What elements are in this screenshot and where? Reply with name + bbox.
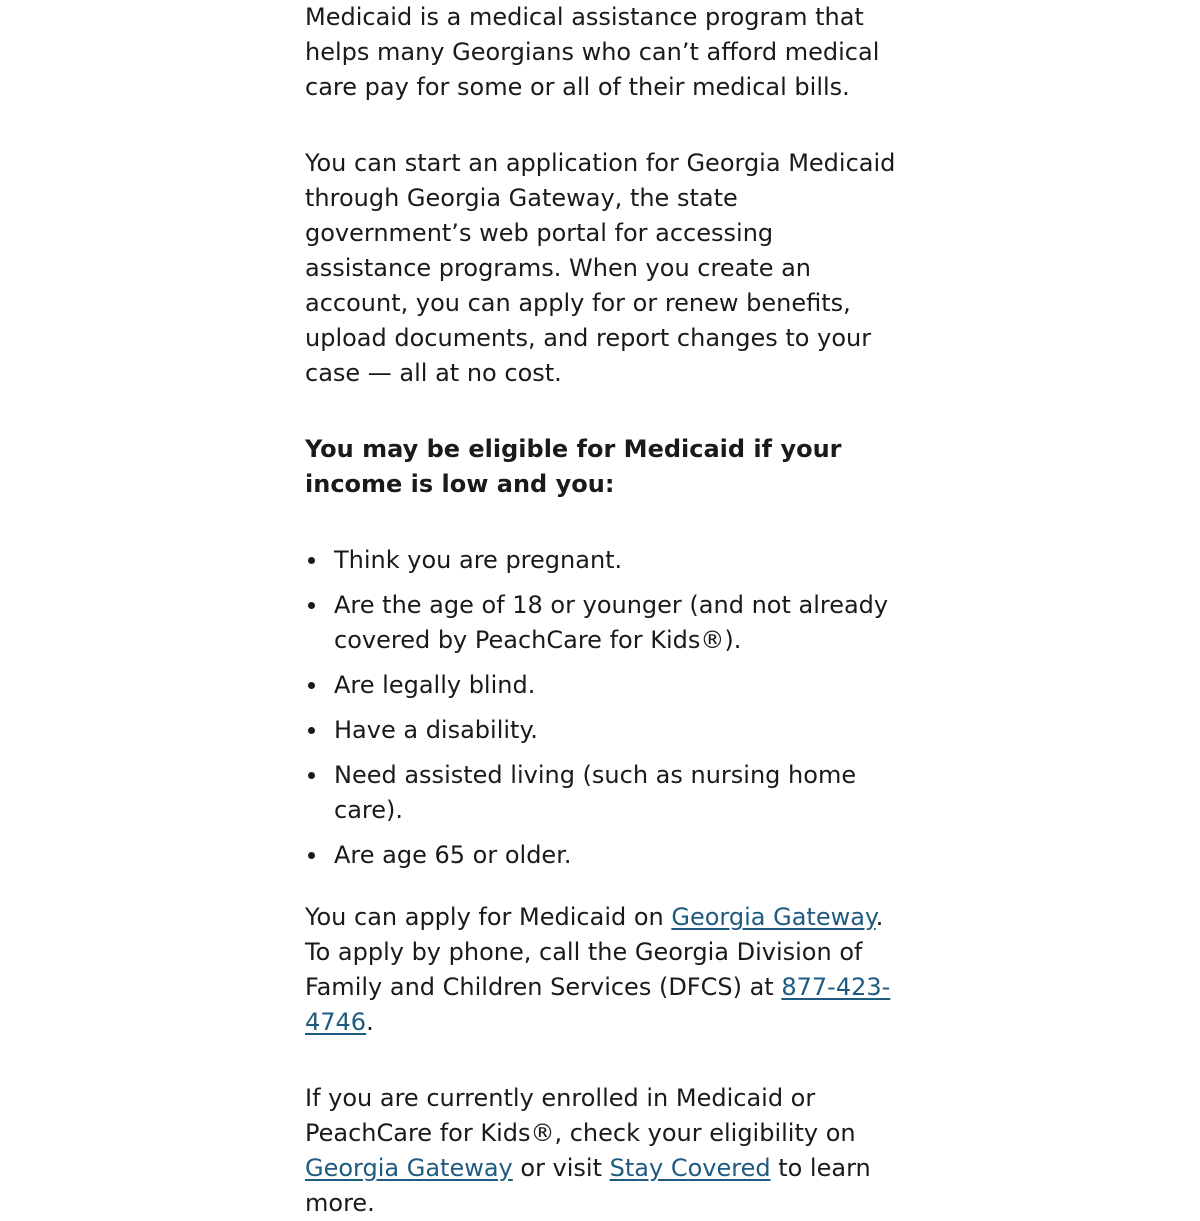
intro-paragraph: Medicaid is a medical assistance program that helps many Georgians who can’t afford medical care pay for some or all of their medical bills. — [305, 3, 880, 101]
bullet-icon — [308, 602, 315, 609]
enrolled-paragraph — [305, 1081, 905, 1221]
georgia-gateway-link-2[interactable]: Georgia Gateway — [305, 1154, 513, 1182]
eligibility-list — [305, 543, 905, 873]
list-item — [305, 588, 905, 658]
list-item-text: Are the age of 18 or younger (and not already covered by PeachCare for Kids®). — [334, 591, 889, 654]
list-item — [305, 758, 905, 828]
eligibility-heading: You may be eligible for Medicaid if your income is low and you: — [305, 435, 842, 498]
bullet-icon — [308, 772, 315, 779]
bullet-icon — [308, 557, 315, 564]
bullet-icon — [308, 852, 315, 859]
list-item — [305, 713, 905, 748]
bullet-icon — [308, 727, 315, 734]
apply-end-text: . — [366, 1008, 374, 1036]
list-item — [305, 838, 905, 873]
list-item — [305, 543, 905, 578]
enrolled-middle-text: or visit — [512, 1154, 610, 1182]
apply-phone-text: . To apply by phone, call the Georgia Division of Family and Children Services (DFCS) at — [305, 903, 884, 1001]
bullet-icon — [308, 682, 315, 689]
enrolled-end-text: to learn more. — [305, 1154, 871, 1217]
list-item — [305, 668, 905, 703]
article-content — [305, 0, 905, 1221]
gateway-paragraph: You can start an application for Georgia Medicaid through Georgia Gateway, the state government’s web portal for accessing assistance programs. When you create an account, you can apply for or renew benefits, upload documents, and report changes to your case — all at no cost. — [305, 149, 896, 387]
apply-paragraph — [305, 900, 905, 1040]
georgia-gateway-link[interactable]: Georgia Gateway — [671, 903, 876, 931]
dfcs-phone-link[interactable]: 877-423-4746 — [305, 973, 891, 1036]
list-item-text: Need assisted living (such as nursing home care). — [334, 761, 857, 824]
stay-covered-link[interactable]: Stay Covered — [609, 1154, 771, 1182]
list-item-text: Have a disability. — [334, 716, 538, 744]
list-item-text: Think you are pregnant. — [334, 546, 623, 574]
list-item-text: Are age 65 or older. — [334, 841, 572, 869]
enrolled-text: If you are currently enrolled in Medicaid or PeachCare for Kids®, check your eligibility on — [305, 1084, 856, 1147]
apply-text: You can apply for Medicaid on — [305, 903, 672, 931]
list-item-text: Are legally blind. — [334, 671, 536, 699]
